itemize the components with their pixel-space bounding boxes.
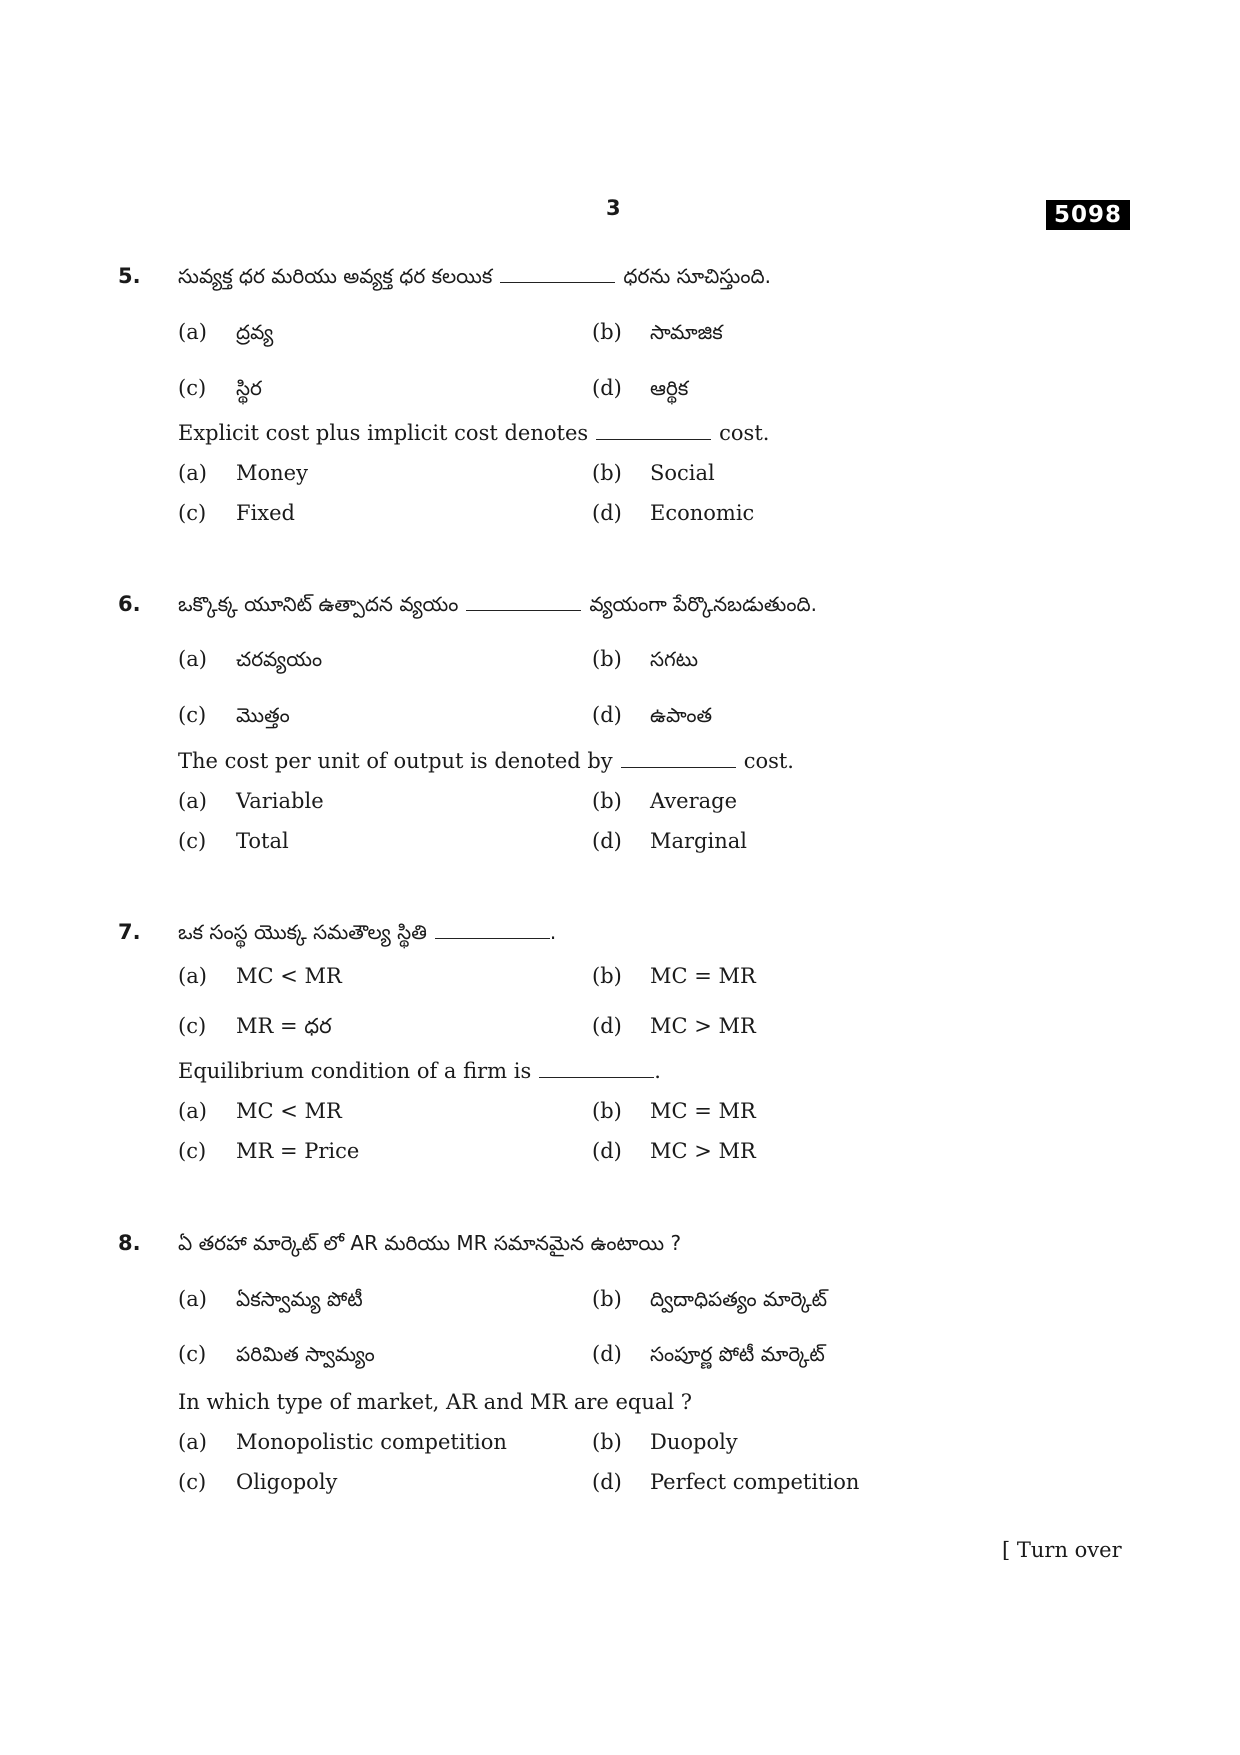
stem-text-after: cost. — [719, 421, 770, 445]
option-label: (b) — [592, 320, 622, 344]
page-number: 3 — [606, 196, 621, 220]
stem-text-before: సువ్యక్త ధర మరియు అవ్యక్త ధర కలయిక — [178, 264, 493, 288]
option-label: (d) — [592, 1342, 622, 1366]
option-text: ఏకస్వామ్య పోటీ — [236, 1287, 363, 1311]
stem-text-before: The cost per unit of output is denoted by — [178, 749, 613, 773]
option-text: MC > MR — [650, 1014, 756, 1038]
option-label: (d) — [592, 829, 622, 853]
option-text: సామాజిక — [650, 320, 723, 344]
answer-blank — [539, 1077, 654, 1078]
option-label: (b) — [592, 789, 622, 813]
option-text: Money — [236, 461, 308, 485]
option-label: (a) — [178, 1099, 207, 1123]
option-text: Monopolistic competition — [236, 1430, 507, 1454]
paper-code-badge: 5098 — [1046, 200, 1130, 230]
question-number: 8. — [118, 1231, 141, 1255]
option-label: (c) — [178, 376, 207, 400]
option-text: Oligopoly — [236, 1470, 338, 1494]
option-text: పరిమిత స్వామ్యం — [236, 1342, 375, 1366]
option-label: (d) — [592, 1470, 622, 1494]
option-label: (a) — [178, 647, 207, 671]
option-text: Marginal — [650, 829, 747, 853]
question-stem-telugu — [178, 920, 556, 949]
option-label: (a) — [178, 320, 207, 344]
turn-over-note: [ Turn over — [1002, 1538, 1122, 1562]
stem-text-before: ఒక్కొక్క యూనిట్ ఉత్పాదన వ్యయం — [178, 592, 459, 616]
option-text: మొత్తం — [236, 703, 290, 727]
option-text: Economic — [650, 501, 755, 525]
option-text: సంపూర్ణ పోటీ మార్కెట్ — [650, 1342, 825, 1366]
option-text: Fixed — [236, 501, 296, 525]
stem-text-before: ఒక సంస్థ యొక్క సమతౌల్య స్థితి — [178, 920, 427, 944]
answer-blank — [621, 767, 736, 768]
option-text: ఉపాంత — [650, 703, 713, 727]
answer-blank — [435, 938, 550, 939]
question-stem-telugu — [178, 592, 817, 621]
option-label: (a) — [178, 964, 207, 988]
option-text: స్థిర — [236, 376, 262, 400]
answer-blank — [466, 610, 581, 611]
question-stem-telugu — [178, 264, 771, 293]
option-label: (b) — [592, 1099, 622, 1123]
option-label: (b) — [592, 461, 622, 485]
question-stem-telugu: ఏ తరహా మార్కెట్ లో AR మరియు MR సమానమైన ఉంటాయి ? — [178, 1231, 682, 1255]
question-stem-english — [178, 421, 769, 445]
stem-text-after: cost. — [743, 749, 794, 773]
option-label: (b) — [592, 964, 622, 988]
option-text: చరవ్యయం — [236, 647, 323, 671]
option-label: (d) — [592, 376, 622, 400]
option-label: (a) — [178, 461, 207, 485]
option-text: Total — [236, 829, 289, 853]
option-label: (a) — [178, 789, 207, 813]
option-text: Social — [650, 461, 715, 485]
option-text: Perfect competition — [650, 1470, 860, 1494]
option-text: Variable — [236, 789, 324, 813]
option-label: (d) — [592, 1139, 622, 1163]
option-label: (d) — [592, 1014, 622, 1038]
stem-text-before: Equilibrium condition of a firm is — [178, 1059, 532, 1083]
option-label: (c) — [178, 501, 207, 525]
option-text: MR = ధర — [236, 1014, 332, 1038]
option-label: (c) — [178, 1139, 207, 1163]
option-label: (c) — [178, 703, 207, 727]
option-text: ఆర్థిక — [650, 376, 689, 400]
question-number: 7. — [118, 920, 141, 944]
option-text: MC < MR — [236, 964, 342, 988]
option-label: (a) — [178, 1287, 207, 1311]
option-label: (d) — [592, 501, 622, 525]
option-text: సగటు — [650, 647, 699, 671]
stem-text-after: వ్యయంగా పేర్కొనబడుతుంది. — [589, 592, 817, 616]
stem-text-before: Explicit cost plus implicit cost denotes — [178, 421, 589, 445]
question-stem-english: In which type of market, AR and MR are equal ? — [178, 1390, 693, 1414]
option-label: (c) — [178, 1342, 207, 1366]
option-label: (b) — [592, 1430, 622, 1454]
option-text: Duopoly — [650, 1430, 738, 1454]
answer-blank — [500, 282, 615, 283]
question-number: 6. — [118, 592, 141, 616]
question-number: 5. — [118, 264, 141, 288]
option-label: (c) — [178, 1014, 207, 1038]
question-stem-english — [178, 1059, 661, 1083]
answer-blank — [596, 439, 711, 440]
option-text: Average — [650, 789, 738, 813]
stem-text-after: . — [549, 920, 557, 944]
option-label: (b) — [592, 647, 622, 671]
option-text: MC = MR — [650, 964, 756, 988]
question-stem-english — [178, 749, 794, 773]
option-text: ద్విదాధిపత్యం మార్కెట్ — [650, 1287, 828, 1311]
option-label: (c) — [178, 1470, 207, 1494]
option-label: (b) — [592, 1287, 622, 1311]
option-label: (d) — [592, 703, 622, 727]
stem-text-after: . — [654, 1059, 661, 1083]
option-text: ద్రవ్య — [236, 320, 274, 344]
option-text: MC < MR — [236, 1099, 342, 1123]
option-text: MR = Price — [236, 1139, 360, 1163]
option-text: MC = MR — [650, 1099, 756, 1123]
option-text: MC > MR — [650, 1139, 756, 1163]
option-label: (c) — [178, 829, 207, 853]
option-label: (a) — [178, 1430, 207, 1454]
stem-text-after: ధరను సూచిస్తుంది. — [623, 264, 771, 288]
